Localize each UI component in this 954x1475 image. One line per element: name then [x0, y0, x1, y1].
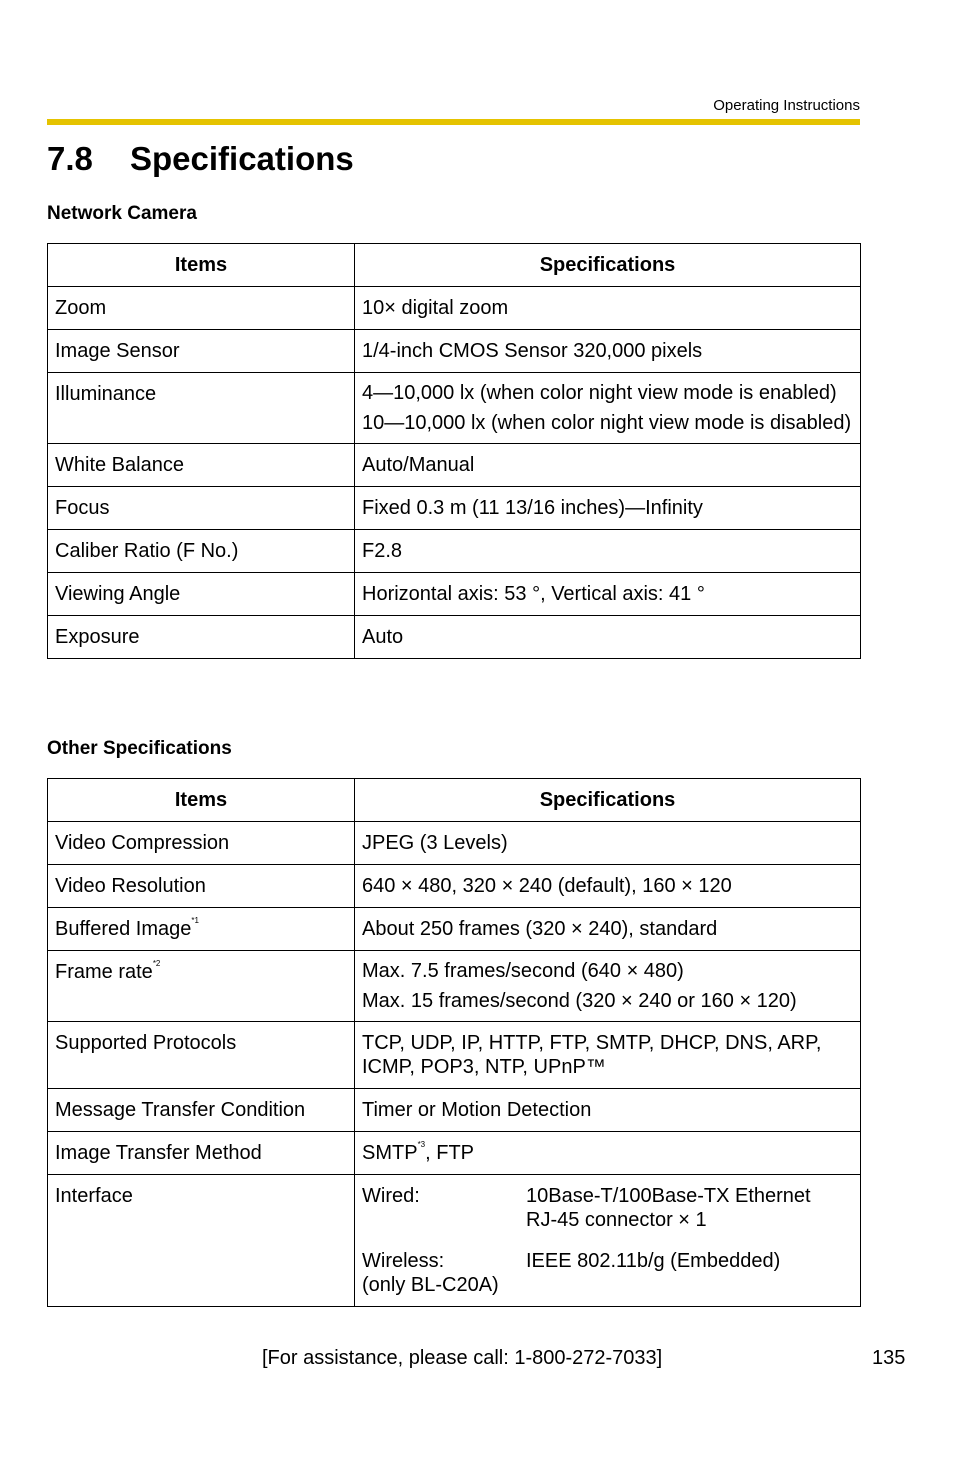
table-row [48, 287, 861, 330]
spec-cell: F2.8 [355, 530, 861, 573]
item-cell [48, 951, 355, 1022]
item-cell: Image Sensor [48, 330, 355, 373]
spec-text: , FTP [425, 1142, 475, 1164]
item-cell: Viewing Angle [48, 573, 355, 616]
assistance-text: [For assistance, please call: 1-800-272-7033] [262, 1347, 663, 1369]
footnote-marker: *3 [417, 1140, 426, 1149]
spec-cell [355, 1132, 861, 1175]
footnote-marker: *1 [191, 916, 199, 925]
spec-cell: 640 × 480, 320 × 240 (default), 160 × 120 [355, 865, 861, 908]
item-cell: Focus [48, 487, 355, 530]
section-number: 7.8 [47, 140, 93, 177]
item-cell: Message Transfer Condition [48, 1089, 355, 1132]
table-row [48, 1022, 861, 1089]
spec-cell: 1/4-inch CMOS Sensor 320,000 pixels [355, 330, 861, 373]
network-camera-table [47, 243, 861, 659]
item-cell: Illuminance [48, 373, 355, 444]
table-row [48, 330, 861, 373]
spec-line: 10Base-T/100Base-TX Ethernet [526, 1185, 811, 1207]
table-row [48, 530, 861, 573]
interface-value: IEEE 802.11b/g (Embedded) [526, 1250, 781, 1272]
spec-line: RJ-45 connector × 1 [526, 1209, 707, 1231]
page-title [47, 140, 354, 178]
footnote-marker: *2 [152, 959, 161, 968]
spec-line: Max. 7.5 frames/second (640 × 480) [362, 960, 684, 982]
item-cell: Supported Protocols [48, 1022, 355, 1089]
column-header: Items [48, 779, 355, 822]
spec-cell: Auto/Manual [355, 444, 861, 487]
spec-line: Max. 15 frames/second (320 × 240 or 160 × 120) [362, 990, 797, 1012]
interface-label: Wired: [362, 1185, 420, 1207]
other-specifications-table [47, 778, 861, 1307]
table-row [48, 1175, 861, 1307]
item-cell [48, 908, 355, 951]
interface-label [362, 1249, 526, 1297]
section-title: Specifications [130, 140, 354, 177]
item-cell: Zoom [48, 287, 355, 330]
page-number: 135 [872, 1347, 906, 1369]
spec-line: (only BL-C20A) [362, 1274, 499, 1296]
table-row [48, 951, 861, 1022]
spec-cell [355, 951, 861, 1022]
network-camera-heading: Network Camera [47, 203, 197, 224]
spec-cell: Timer or Motion Detection [355, 1089, 861, 1132]
item-cell: Caliber Ratio (F No.) [48, 530, 355, 573]
spec-cell: About 250 frames (320 × 240), standard [355, 908, 861, 951]
table-row [48, 573, 861, 616]
spec-text: SMTP [362, 1142, 418, 1164]
item-cell: Interface [48, 1175, 355, 1307]
running-header: Operating Instructions [713, 97, 860, 114]
spec-cell: 10× digital zoom [355, 287, 861, 330]
item-cell: Video Resolution [48, 865, 355, 908]
item-cell: White Balance [48, 444, 355, 487]
table-header-row [48, 779, 861, 822]
spec-cell: Horizontal axis: 53 °, Vertical axis: 41 ° [355, 573, 861, 616]
header-rule [47, 119, 860, 125]
table-row [48, 908, 861, 951]
table-row [48, 373, 861, 444]
item-cell: Image Transfer Method [48, 1132, 355, 1175]
table-row [48, 616, 861, 659]
table-header-row [48, 244, 861, 287]
spec-cell: JPEG (3 Levels) [355, 822, 861, 865]
column-header: Specifications [355, 779, 861, 822]
table-row [48, 487, 861, 530]
interface-wireless [362, 1249, 853, 1297]
spec-line: Wireless: [362, 1250, 445, 1272]
interface-value [526, 1184, 811, 1232]
other-specifications-heading: Other Specifications [47, 738, 232, 759]
column-header: Specifications [355, 244, 861, 287]
item-cell: Exposure [48, 616, 355, 659]
interface-wired [362, 1184, 853, 1232]
spec-cell: TCP, UDP, IP, HTTP, FTP, SMTP, DHCP, DNS, ARP, ICMP, POP3, NTP, UPnP™ [355, 1022, 861, 1089]
spec-line: 10—10,000 lx (when color night view mode is disabled) [362, 412, 852, 434]
column-header: Items [48, 244, 355, 287]
table-row [48, 1132, 861, 1175]
item-cell: Video Compression [48, 822, 355, 865]
item-label: Frame rate [55, 961, 153, 983]
spec-cell [355, 1175, 861, 1307]
spec-cell: Auto [355, 616, 861, 659]
spec-line: 4—10,000 lx (when color night view mode is enabled) [362, 382, 837, 404]
table-row [48, 1089, 861, 1132]
table-row [48, 865, 861, 908]
item-label: Buffered Image [55, 918, 192, 940]
spec-cell: Fixed 0.3 m (11 13/16 inches)—Infinity [355, 487, 861, 530]
table-row [48, 822, 861, 865]
spec-cell [355, 373, 861, 444]
table-row [48, 444, 861, 487]
